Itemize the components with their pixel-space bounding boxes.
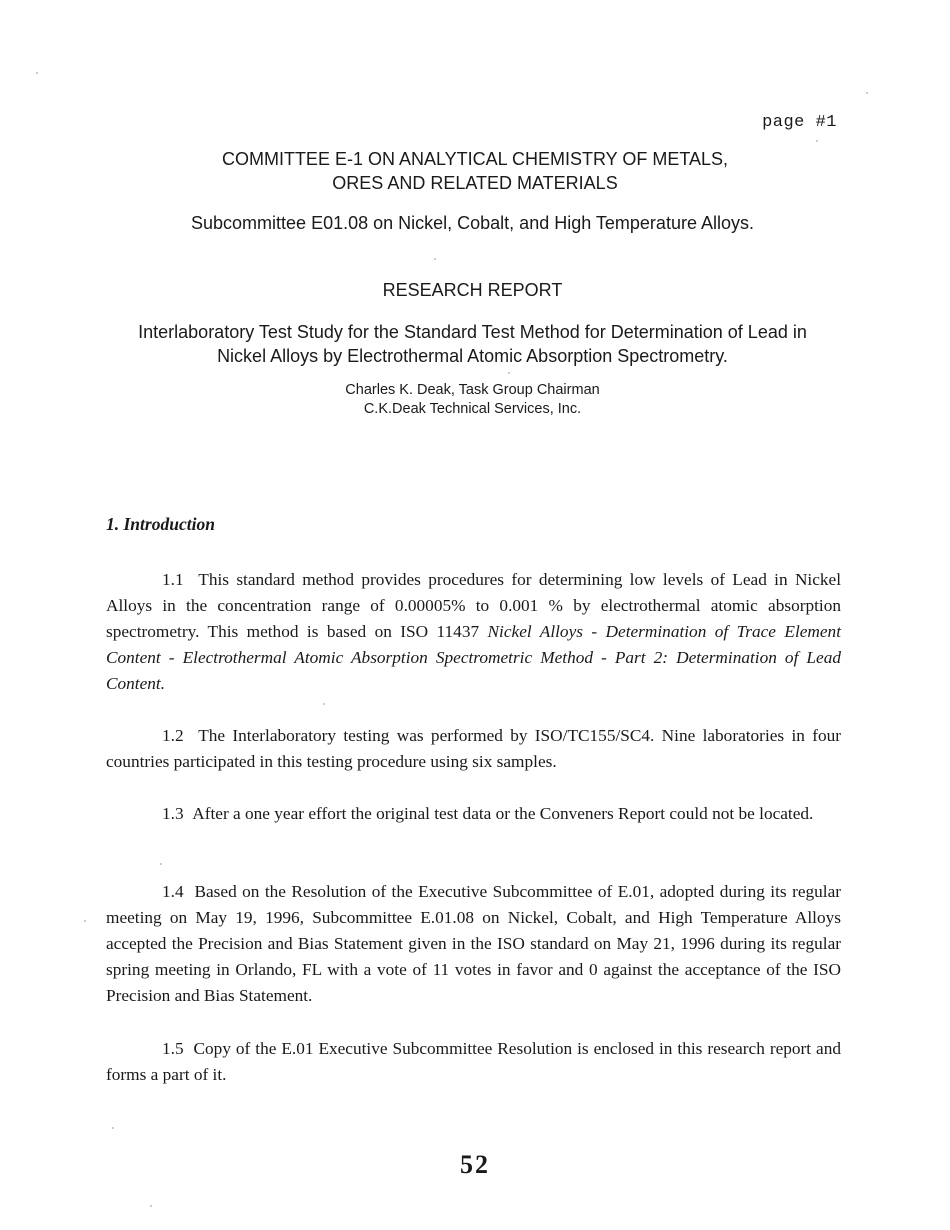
- paragraph-1-4: [106, 879, 841, 1009]
- scan-speck: [150, 1205, 152, 1207]
- paragraph-text: After a one year effort the original test data or the Conveners Report could not be located.: [192, 804, 814, 823]
- author-name: Charles K. Deak, Task Group Chairman: [345, 382, 600, 398]
- scan-speck: [816, 140, 818, 142]
- paragraph-number: 1.5: [162, 1039, 184, 1058]
- author-organization: C.K.Deak Technical Services, Inc.: [363, 401, 582, 417]
- paragraph-text: Copy of the E.01 Executive Subcommittee Resolution is enclosed in this research report and forms a part of it.: [106, 1039, 841, 1084]
- paragraph-1-3: [106, 801, 841, 827]
- paragraph-text: Based on the Resolution of the Executive Subcommittee of E.01, adopted during its regular meeting on May 19, 1996, Subcommittee E.01.08 on Nickel, Cobalt, and High Temperature Alloys accepted the Precision and Bias Statement given in the ISO standard on May 21, 1996 during its regular spring meeting in Orlando, FL with a vote of 11 votes in favor and 0 against the acceptance of the ISO Precision and Bias Statement.: [106, 882, 841, 1005]
- scan-speck: [84, 920, 86, 922]
- scan-speck: [36, 72, 38, 74]
- report-heading: RESEARCH REPORT: [382, 280, 563, 300]
- committee-title-line-2: ORES AND RELATED MATERIALS: [332, 173, 618, 193]
- paragraph-1-2: [106, 723, 841, 775]
- scan-speck: [866, 92, 868, 94]
- paragraph-number: 1.3: [162, 804, 184, 823]
- scan-speck: [112, 1127, 114, 1129]
- committee-title: [0, 147, 950, 195]
- paragraph-text: The Interlaboratory testing was performed by ISO/TC155/SC4. Nine laboratories in four countries participated in this testing procedure using six samples.: [106, 726, 841, 771]
- section-heading: 1. Introduction: [106, 514, 215, 534]
- study-title: [0, 320, 945, 368]
- study-title-line-1: Interlaboratory Test Study for the Standard Test Method for Determination of Lead in: [138, 322, 807, 342]
- paragraph-number: 1.4: [162, 882, 184, 901]
- paragraph-1-1: [106, 567, 841, 697]
- scan-speck: [323, 703, 325, 705]
- scan-speck: [508, 372, 510, 374]
- paragraph-number: 1.2: [162, 726, 184, 745]
- paragraph-1-5: [106, 1036, 841, 1088]
- subcommittee-line: Subcommittee E01.08 on Nickel, Cobalt, and High Temperature Alloys.: [191, 213, 754, 233]
- committee-title-line-1: COMMITTEE E-1 ON ANALYTICAL CHEMISTRY OF METALS,: [221, 149, 729, 169]
- scan-speck: [160, 863, 162, 865]
- paragraph-number: 1.1: [162, 570, 184, 589]
- author-block: [0, 381, 945, 419]
- page-label: page #1: [762, 113, 837, 132]
- footer-page-number: 52: [460, 1150, 490, 1179]
- paragraph-text: This standard method provides procedures for determining low levels of Lead in Nickel Alloys in the concentration range of 0.00005% to 0.001 % by electrothermal atomic absorption spectrometry. This method is based on ISO 11437: [106, 570, 842, 641]
- scan-speck: [434, 258, 436, 260]
- paragraph-italic-reference: Nickel Alloys - Determination of Trace Element Content - Electrothermal Atomic Absorption Spectrometric Method - Part 2: Determination of Lead Content.: [106, 622, 842, 693]
- study-title-line-2: Nickel Alloys by Electrothermal Atomic Absorption Spectrometry.: [217, 346, 728, 366]
